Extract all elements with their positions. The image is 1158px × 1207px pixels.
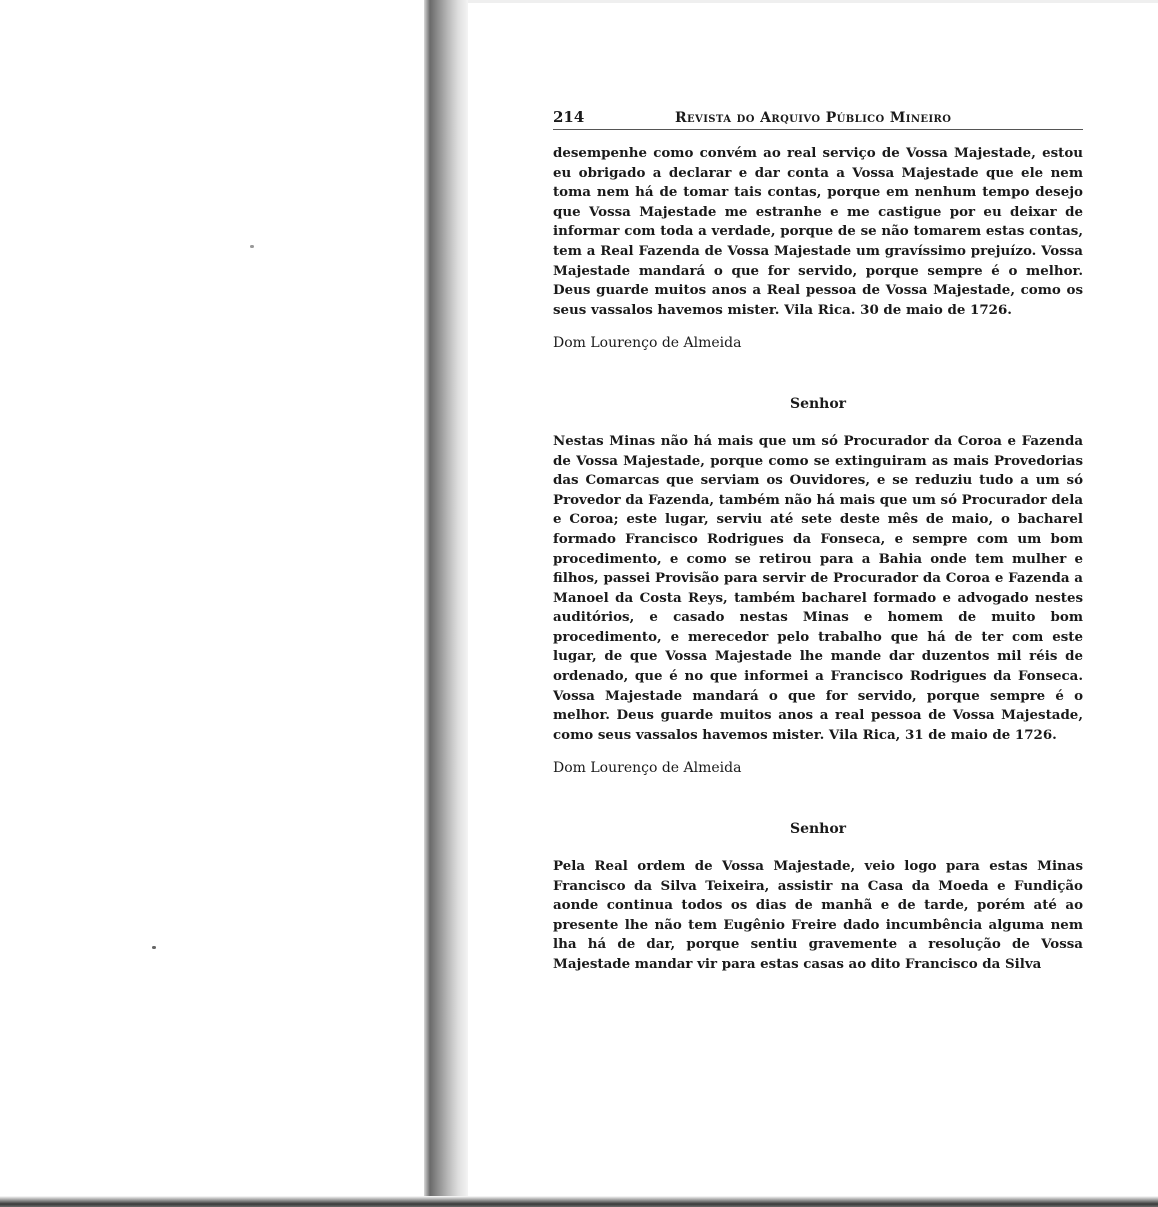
page-header (553, 108, 1083, 130)
scan-speck (152, 946, 156, 949)
page-top-edge (468, 0, 1158, 3)
salutation: Senhor (789, 395, 847, 412)
page-bottom-edge (0, 1196, 1158, 1207)
page-number: 214 (553, 108, 585, 126)
signature: Dom Lourenço de Almeida (553, 760, 742, 777)
signature: Dom Lourenço de Almeida (553, 335, 742, 352)
book-page (553, 108, 1083, 975)
running-title: Revista do Arquivo Público Mineiro (675, 110, 952, 126)
letter-paragraph: Pela Real ordem de Vossa Majestade, veio logo para estas Minas Francisco da Silva Teixeira, assistir na Casa da Moeda e Fundição aonde continua todos os dias de manhã e de tarde, porém até ao presente lhe não tem Eugênio Freire dado incumbência alguma nem lha há de dar, porque sentiu gravemente a resolução de Vossa Majestade mandar vir para estas casas ao dito Francisco da Silva (553, 858, 1083, 972)
scan-speck (250, 245, 254, 248)
letter-paragraph: desempenhe como convém ao real serviço de Vossa Majestade, estou eu obrigado a declarar e dar conta a Vossa Majestade que ele nem toma nem há de tomar tais contas, porque em nenhum tempo desejo que Vossa Majestade me estranhe e me castigue por eu deixar de informar com toda a verdade, porque de se não tomarem estas contas, tem a Real Fazenda de Vossa Majestade um gravíssimo prejuízo. Vossa Majestade mandará o que for servido, porque sempre é o melhor. Deus guarde muitos anos a Real pessoa de Vossa Majestade, como os seus vassalos havemos mister. Vila Rica. 30 de maio de 1726. (553, 145, 1083, 318)
salutation: Senhor (789, 821, 847, 838)
letter-paragraph: Nestas Minas não há mais que um só Procurador da Coroa e Fazenda de Vossa Majestade, porque como se extinguiram as mais Provedorias das Comarcas que serviam os Ouvidores, e se reduziu tudo a um só Provedor da Fazenda, também não há mais que um só Procurador dela e Coroa; este lugar, serviu até sete deste mês de maio, o bacharel formado Francisco Rodrigues da Fonseca, e sempre com um bom procedimento, e como se retirou para a Bahia onde tem mulher e filhos, passei Provisão para servir de Procurador da Coroa e Fazenda a Manoel da Costa Reys, também bacharel formado e advogado nestes auditórios, e casado nestas Minas e homem de muito bom procedimento, e merecedor pelo trabalho que há de ter com este lugar, de que Vossa Majestade lhe mande dar duzentos mil réis de ordenado, que é no que informei a Francisco Rodrigues da Fonseca. Vossa Majestade mandará o que for servido, porque sempre é o melhor. Deus guarde muitos anos a real pessoa de Vossa Majestade, como seus vassalos havemos mister. Vila Rica, 31 de maio de 1726. (553, 432, 1084, 743)
book-gutter-shadow (424, 0, 468, 1207)
